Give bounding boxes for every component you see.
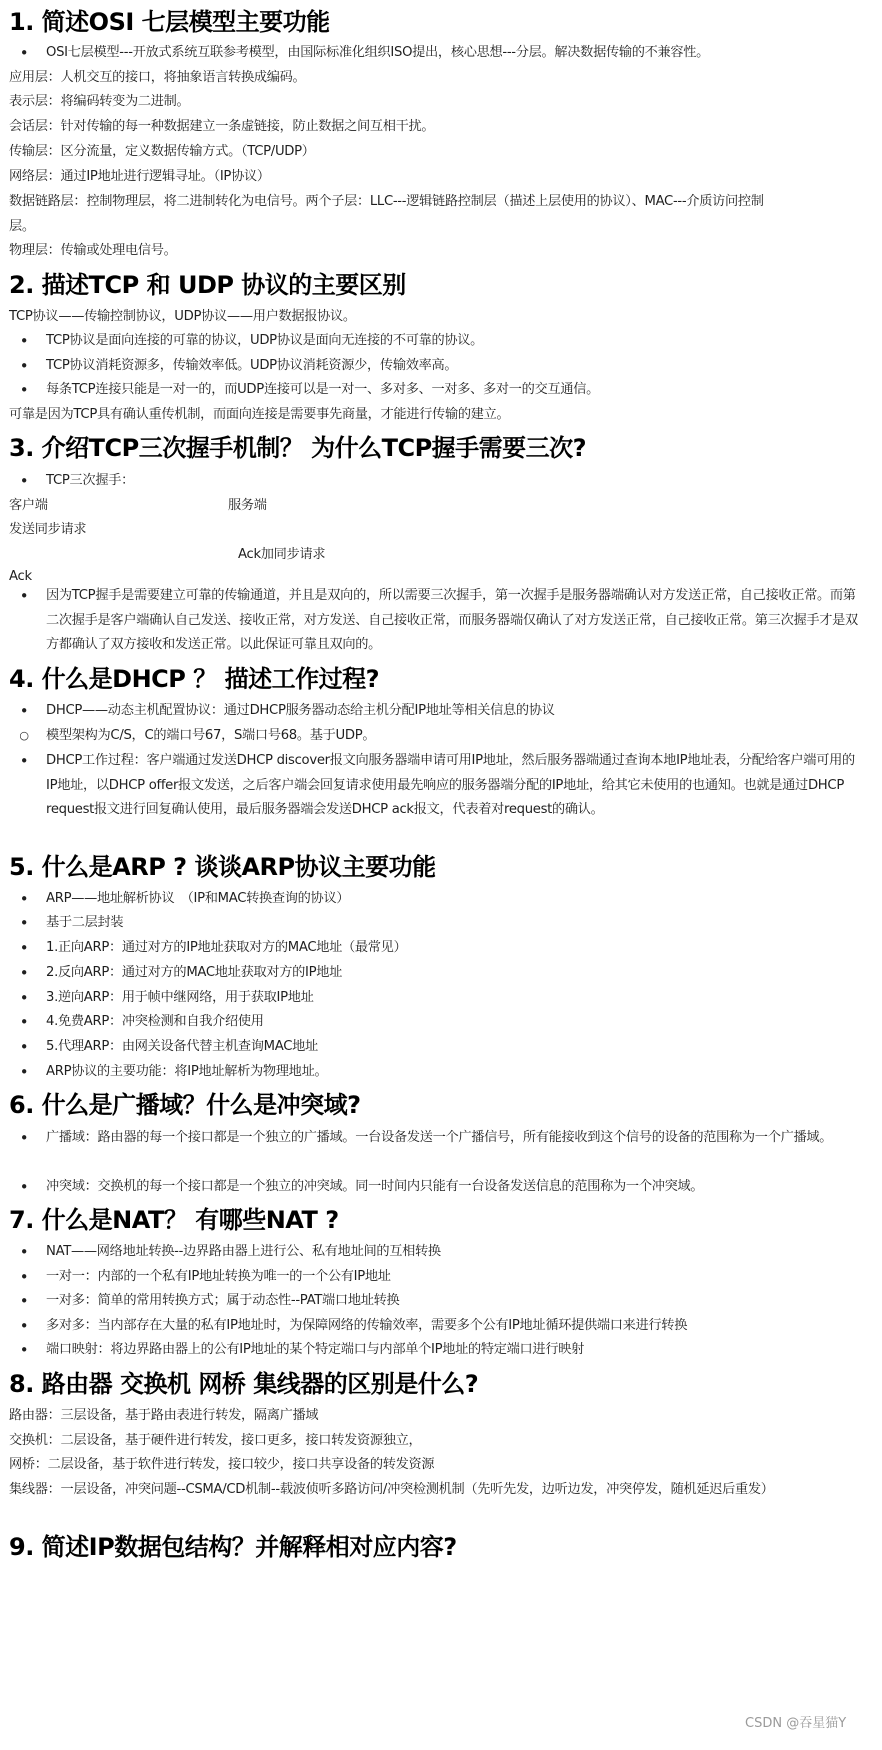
- list-item: • DHCP工作过程：客户端通过发送DHCP discover报文向服务器端申请可用IP地址，然后服务器端通过查询本地IP地址表，分配给客户端可用的IP地址，以DHCP offer报文发送，之后客户端会回复请求使用最先响应的服务器端分配的IP地址，给其它未使用的也通知。也就是通过DHCP request报文进行回复确认使用，最后服务器端会发送DHCP ack报文，代表着对request的确认。: [46, 749, 866, 823]
- handshake-step-2: Ack加同步请求: [238, 547, 326, 562]
- list-item: • 基于二层封装: [46, 911, 123, 936]
- paragraph: 集线器：一层设备，冲突问题--CSMA/CD机制--载波侦听多路访问/冲突检测机制（先听先发，边听边发，冲突停发，随机延迟后重发）: [9, 1482, 774, 1497]
- paragraph: 路由器：三层设备，基于路由表进行转发，隔离广播域: [9, 1408, 319, 1423]
- section-heading-dhcp: 4. 什么是DHCP ？ 描述工作过程?: [9, 665, 380, 693]
- paragraph: TCP协议——传输控制协议，UDP协议——用户数据报协议。: [9, 309, 356, 324]
- paragraph: 交换机：二层设备，基于硬件进行转发，接口更多，接口转发资源独立，: [9, 1433, 422, 1448]
- bullet-disc-icon: [17, 41, 31, 68]
- watermark: CSDN @吞星猫Y: [745, 1716, 847, 1731]
- list-item: ○ 模型架构为C/S，C的端口号67，S端口号68。基于UDP。: [46, 724, 375, 749]
- list-item: • 多对多：当内部存在大量的私有IP地址时，为保障网络的传输效率，需要多个公有IP地址循环提供端口来进行转换: [46, 1314, 687, 1339]
- list-item: • TCP三次握手：: [46, 469, 134, 494]
- section-heading-arp: 5. 什么是ARP ? 谈谈ARP协议主要功能: [9, 853, 436, 881]
- list-item: • ARP——地址解析协议 （IP和MAC转换查询的协议）: [46, 887, 349, 912]
- bullet-disc-icon: [17, 936, 31, 963]
- list-item: • 5.代理ARP：由网关设备代替主机查询MAC地址: [46, 1035, 318, 1060]
- list-item: • DHCP——动态主机配置协议：通过DHCP服务器动态给主机分配IP地址等相关信息的协议: [46, 699, 555, 724]
- bullet-disc-icon: [17, 1338, 31, 1365]
- list-item: • TCP协议是面向连接的可靠的协议，UDP协议是面向无连接的不可靠的协议。: [46, 329, 483, 354]
- list-item: • 2.反向ARP：通过对方的MAC地址获取对方的IP地址: [46, 961, 342, 986]
- bullet-disc-icon: [17, 1289, 31, 1316]
- paragraph: 表示层：将编码转变为二进制。: [9, 94, 190, 109]
- paragraph: 传输层：区分流量，定义数据传输方式。（TCP/UDP）: [9, 144, 315, 159]
- section-heading-domains: 6. 什么是广播域？什么是冲突域?: [9, 1091, 361, 1119]
- section-heading-ip-packet: 9. 简述IP数据包结构？并解释相对应内容?: [9, 1533, 457, 1561]
- list-item: • 4.免费ARP：冲突检测和自我介绍使用: [46, 1010, 264, 1035]
- list-item: • 端口映射：将边界路由器上的公有IP地址的某个特定端口与内部单个IP地址的特定端口进行映射: [46, 1338, 584, 1363]
- client-label: 客户端: [9, 498, 48, 513]
- bullet-disc-icon: [17, 961, 31, 988]
- bullet-disc-icon: [17, 1175, 31, 1202]
- list-item: • 广播域：路由器的每一个接口都是一个独立的广播域。一台设备发送一个广播信号，所有能接收到这个信号的设备的范围称为一个广播域。: [46, 1126, 866, 1151]
- bullet-disc-icon: [17, 749, 31, 776]
- paragraph: 网络层：通过IP地址进行逻辑寻址。（IP协议）: [9, 169, 270, 184]
- paragraph: 可靠是因为TCP具有确认重传机制，而面向连接是需要事先商量，才能进行传输的建立。: [9, 407, 510, 422]
- server-label: 服务端: [228, 498, 267, 513]
- paragraph: 物理层：传输或处理电信号。: [9, 243, 177, 258]
- bullet-disc-icon: [17, 1240, 31, 1267]
- list-item: • ARP协议的主要功能：将IP地址解析为物理地址。: [46, 1060, 327, 1085]
- bullet-disc-icon: [17, 887, 31, 914]
- paragraph: 会话层：针对传输的每一种数据建立一条虚链接，防止数据之间互相干扰。: [9, 119, 435, 134]
- paragraph: 应用层：人机交互的接口，将抽象语言转换成编码。: [9, 70, 306, 85]
- list-item: • TCP协议消耗资源多，传输效率低。UDP协议消耗资源少，传输效率高。: [46, 354, 457, 379]
- bullet-disc-icon: [17, 1035, 31, 1062]
- bullet-disc-icon: [17, 1060, 31, 1087]
- bullet-disc-icon: [17, 329, 31, 356]
- list-item: • 3.逆向ARP：用于帧中继网络，用于获取IP地址: [46, 986, 314, 1011]
- list-item: • 一对一：内部的一个私有IP地址转换为唯一的一个公有IP地址: [46, 1265, 391, 1290]
- bullet-disc-icon: [17, 584, 31, 611]
- section-heading-tcp-udp: 2. 描述TCP 和 UDP 协议的主要区别: [9, 271, 406, 299]
- bullet-disc-icon: [17, 354, 31, 381]
- section-heading-nat: 7. 什么是NAT？ 有哪些NAT ?: [9, 1206, 339, 1234]
- handshake-step-3: Ack: [9, 569, 32, 584]
- list-item: • 每条TCP连接只能是一对一的，而UDP连接可以是一对一、多对多、一对多、多对一的交互通信。: [46, 378, 599, 403]
- section-heading-osi: 1. 简述OSI 七层模型主要功能: [9, 8, 330, 36]
- paragraph: 数据链路层：控制物理层，将二进制转化为电信号。两个子层：LLC---逻辑链路控制层（描述上层使用的协议）、MAC---介质访问控制层。: [9, 194, 764, 234]
- list-item: • 1.正向ARP：通过对方的IP地址获取对方的MAC地址（最常见）: [46, 936, 406, 961]
- bullet-disc-icon: [17, 1265, 31, 1292]
- section-heading-devices: 8. 路由器 交换机 网桥 集线器的区别是什么?: [9, 1370, 479, 1398]
- list-item: • NAT——网络地址转换--边界路由器上进行公、私有地址间的互相转换: [46, 1240, 441, 1265]
- section-heading-tcp-handshake: 3. 介绍TCP三次握手机制？ 为什么TCP握手需要三次?: [9, 434, 587, 462]
- handshake-step-1: 发送同步请求: [9, 522, 87, 537]
- bullet-disc-icon: [17, 911, 31, 938]
- bullet-disc-icon: [17, 986, 31, 1013]
- bullet-disc-icon: [17, 469, 31, 496]
- bullet-disc-icon: [17, 378, 31, 405]
- bullet-disc-icon: [17, 1010, 31, 1037]
- list-item: • 一对多：简单的常用转换方式；属于动态性--PAT端口地址转换: [46, 1289, 399, 1314]
- list-item: • 冲突域：交换机的每一个接口都是一个独立的冲突域。同一时间内只能有一台设备发送信息的范围称为一个冲突域。: [46, 1175, 703, 1200]
- bullet-disc-icon: [17, 1126, 31, 1153]
- bullet-disc-icon: [17, 1314, 31, 1341]
- paragraph: 网桥：二层设备，基于软件进行转发，接口较少，接口共享设备的转发资源: [9, 1457, 435, 1472]
- bullet-circle-icon: [17, 724, 31, 749]
- list-item: • OSI七层模型---开放式系统互联参考模型，由国际标准化组织ISO提出，核心思想---分层。解决数据传输的不兼容性。: [46, 41, 709, 66]
- list-item: • 因为TCP握手是需要建立可靠的传输通道，并且是双向的，所以需要三次握手，第一次握手是服务器端确认对方发送正常，自己接收正常。而第二次握手是客户端确认自己发送、接收正常，对方发送、自己接收正常，而服务器端仅确认了对方发送正常，自己接收正常。第三次握手才是双方都确认了双方接收和发送正常。以此保证可靠且双向的。: [46, 584, 866, 658]
- bullet-disc-icon: [17, 699, 31, 726]
